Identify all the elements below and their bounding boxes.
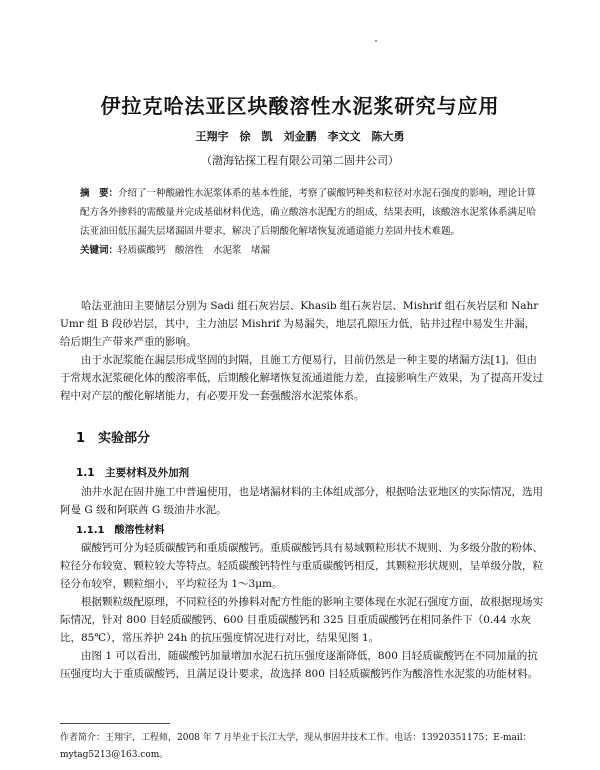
footnote-divider (60, 723, 170, 724)
affiliation: （渤海钻探工程有限公司第二固井公司） (201, 154, 399, 167)
intro-paragraph-1: 哈法亚油田主要储层分别为 Sadi 组石灰岩层、Khasib 组石灰岩层、Mishrif 组石灰岩层和 Nahr Umr 组 B 段砂岩层，其中，主力油层 Mishrif 为易漏失，地层孔隙压力低，钻井过程中易发生井漏，给后期生产带来严重的影响。 (60, 300, 539, 348)
keywords-label: 关键词： (80, 245, 119, 256)
subsection-paragraph: 油井水泥在固井施工中普遍使用，也是堵漏材料的主体组成部分，根据哈法亚地区的实际情况，选用阿曼 G 级和阿联酋 G 级油井水泥。 (60, 486, 543, 516)
keywords (80, 241, 540, 260)
subsection-heading: 1.1 主要材料及外加剂 (76, 467, 190, 479)
section-heading: 1 实验部分 (76, 431, 151, 446)
author-list: 王翔宇 徐 凯 刘金鹏 李文文 陈大勇 (195, 130, 405, 143)
scan-speck (375, 40, 377, 42)
abstract-label: 摘 要： (80, 188, 119, 199)
keywords-text: 轻质碳酸钙 酸溶性 水泥浆 堵漏 (118, 245, 271, 256)
intro-paragraph-2: 由于水泥浆能在漏层形成坚固的封隔，且施工方便易行，目前仍然是一种主要的堵漏方法[1]，但由于常规水泥浆硬化体的酸溶率低，后期酸化解堵恢复流通道能力差，直接影响生产效果，为了提高开发过程中对产层的酸化解堵能力，有必要开发一套强酸溶水泥浆体系。 (60, 354, 543, 402)
author-footnote: 作者简介：王翔宇，工程师，2008 年 7 月毕业于长江大学，现从事固井技术工作。电话：13920351175；E-mail：mytag5213@163.com。 (60, 733, 532, 760)
abstract-block (80, 184, 540, 260)
body-paragraph-c: 由图 1 可以看出，随碳酸钙加量增加水泥石抗压强度逐渐降低，800 目轻质碳酸钙在不同加量的抗压强度均大于重质碳酸钙，且满足设计要求，故选择 800 目轻质碳酸钙作为酸溶性水泥浆的功能材料。 (60, 650, 539, 680)
abstract-body: 介绍了一种酸融性水泥浆体系的基本性能，考察了碳酸钙种类和粒径对水泥石强度的影响，理论计算配方各外掺料的需酸量并完成基础材料优选，确立酸溶水泥配方的组成，结果表明，该酸溶水泥浆体系满足哈法亚油田低压漏失层堵漏固井要求，解决了后期酸化解堵恢复流通道能力差固井技术难题。 (80, 188, 537, 237)
body-paragraph-a: 碳酸钙可分为轻质碳酸钙和重质碳酸钙。重质碳酸钙具有易域颗粒形状不规则、为多级分散的粉体、粒径分布较宽、颗粒较大等特点。轻质碳酸钙特性与重质碳酸钙相反，其颗粒形状规则，呈单级分散，粒径分布较窄，颗粒细小，平均粒径为 1～3μm。 (60, 542, 543, 590)
body-paragraph-b: 根据颗粒级配原理，不同粒径的外掺料对配方性能的影响主要体现在水泥石强度方面，故根据现场实际情况，针对 800 目轻质碳酸钙、600 目重质碳酸钙和 325 目重质碳酸钙在相同条件下（0.44 水灰比，85℃），常压养护 24h 的抗压强度情况进行对比，结果见图 1。 (60, 596, 543, 644)
subsubsection-heading: 1.1.1 酸溶性材料 (76, 525, 165, 536)
abstract-text (80, 184, 540, 241)
paper-title: 伊拉克哈法亚区块酸溶性水泥浆研究与应用 (100, 94, 500, 118)
